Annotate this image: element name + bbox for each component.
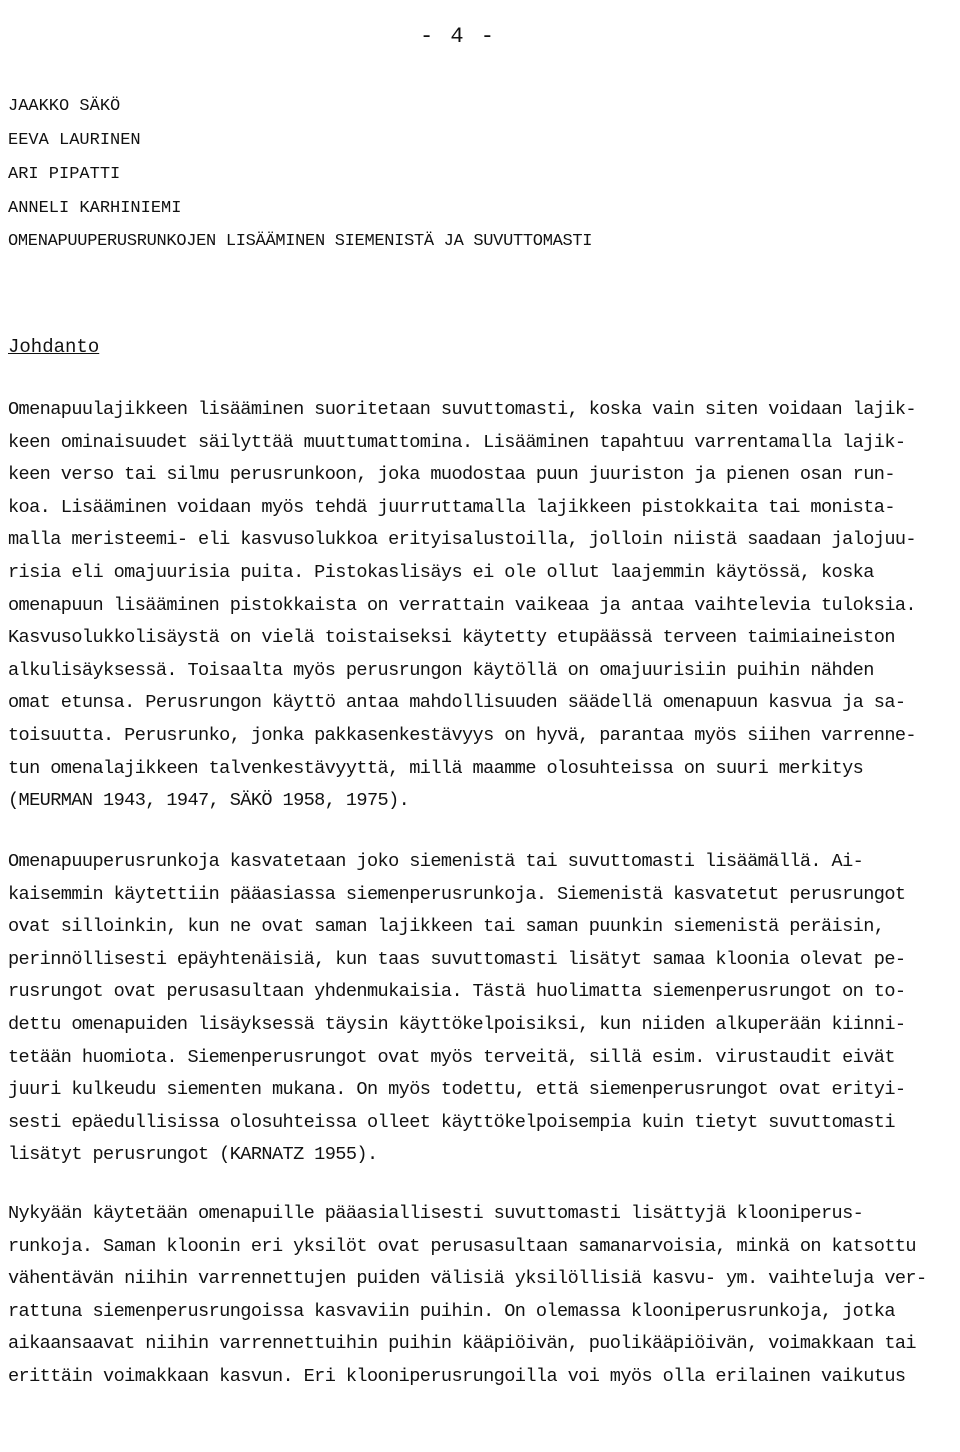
text-line: toisuutta. Perusrunko, jonka pakkasenkestävyys on hyvä, parantaa myös siihen varrenne- <box>8 724 916 746</box>
text-line: (MEURMAN 1943, 1947, SÄKÖ 1958, 1975). <box>8 790 410 812</box>
text-line: alkulisäyksessä. Toisaalta myös perusrungon käytöllä on omajuurisiin puihin nähden <box>8 659 874 681</box>
text-line: keen verso tai silmu perusrunkoon, joka muodostaa puun juuriston ja pienen osan run- <box>8 464 895 486</box>
paragraph-2 <box>8 846 952 1172</box>
document-title: OMENAPUUPERUSRUNKOJEN LISÄÄMINEN SIEMENISTÄ JA SUVUTTOMASTI <box>8 232 593 251</box>
text-line: omat etunsa. Perusrungon käyttö antaa mahdollisuuden säädellä omenapuun kasvua ja sa- <box>8 692 906 714</box>
text-line: dettu omenapuiden lisäyksessä täysin käyttökelpoisiksi, kun niiden alkuperään kiinni- <box>8 1013 906 1035</box>
text-line: ovat silloinkin, kun ne ovat saman lajikkeen tai saman puunkin siemenistä peräisin, <box>8 916 885 938</box>
text-line: tun omenalajikkeen talvenkestävyyttä, millä maamme olosuhteissa on suuri merkitys <box>8 757 864 779</box>
text-line: juuri kulkeudu siementen mukana. On myös todettu, että siemenperusrungot ovat erityi- <box>8 1079 906 1101</box>
section-heading: Johdanto <box>8 336 100 358</box>
text-line: kaisemmin käytettiin pääasiassa siemenperusrunkoja. Siemenistä kasvatetut perusrungot <box>8 883 906 905</box>
text-line: aikaansaavat niihin varrennettuihin puihin kääpiöivän, puolikääpiöivän, voimakkaan tai <box>8 1333 916 1355</box>
text-line: sesti epäedullisissa olosuhteissa olleet käyttökelpoisempia kuin tietyt suvuttomasti <box>8 1111 895 1133</box>
text-line: erittäin voimakkaan kasvun. Eri klooniperusrungoilla voi myös olla erilainen vaikutus <box>8 1365 906 1387</box>
text-line: rusrungot ovat perusasultaan yhdenmukaisia. Tästä huolimatta siemenperusrungot on to- <box>8 981 906 1003</box>
author-name: ANNELI KARHINIEMI <box>8 199 182 218</box>
text-line: risia eli omajuurisia puita. Pistokaslisäys ei ole ollut laajemmin käytössä, koska <box>8 561 874 583</box>
page-number: - 4 - <box>420 24 497 49</box>
text-line: perinnöllisesti epäyhtenäisiä, kun taas suvuttomasti lisätyt samaa kloonia olevat pe- <box>8 948 906 970</box>
text-line: Kasvusolukkolisäystä on vielä toistaiseksi käytetty etupäässä terveen taimiaineiston <box>8 627 895 649</box>
text-line: malla meristeemi- eli kasvusolukkoa erityisalustoilla, jolloin niistä saadaan jalojuu- <box>8 529 916 551</box>
paragraph-1 <box>8 394 952 818</box>
author-name: EEVA LAURINEN <box>8 131 141 150</box>
paragraph-3 <box>8 1198 952 1394</box>
text-line: Omenapuuperusrunkoja kasvatetaan joko siemenistä tai suvuttomasti lisäämällä. Ai- <box>8 851 864 872</box>
text-line: runkoja. Saman kloonin eri yksilöt ovat perusasultaan samanarvoisia, minkä on katsottu <box>8 1235 916 1257</box>
author-name: JAAKKO SÄKÖ <box>8 97 121 116</box>
author-list <box>8 90 181 226</box>
text-line: lisätyt perusrungot (KARNATZ 1955). <box>8 1144 378 1166</box>
text-line: koa. Lisääminen voidaan myös tehdä juurruttamalla lajikkeen pistokkaita tai monista- <box>8 496 895 518</box>
author-name: ARI PIPATTI <box>8 165 121 184</box>
text-line: Nykyään käytetään omenapuille pääasiallisesti suvuttomasti lisättyjä klooniperus- <box>8 1203 864 1224</box>
text-line: omenapuun lisääminen pistokkaista on verrattain vaikeaa ja antaa vaihtelevia tuloksia. <box>8 594 916 616</box>
text-line: Omenapuulajikkeen lisääminen suoritetaan suvuttomasti, koska vain siten voidaan lajik- <box>8 399 916 420</box>
text-line: tetään huomiota. Siemenperusrungot ovat myös terveitä, sillä esim. virustaudit eivät <box>8 1046 895 1068</box>
text-line: rattuna siemenperusrungoissa kasvaviin puihin. On olemassa klooniperusrunkoja, jotka <box>8 1300 895 1322</box>
text-line: keen ominaisuudet säilyttää muuttumattomina. Lisääminen tapahtuu varrentamalla lajik- <box>8 431 906 453</box>
text-line: vähentävän niihin varrennettujen puiden välisiä yksilöllisiä kasvu- ym. vaihteluja ver- <box>8 1268 927 1290</box>
